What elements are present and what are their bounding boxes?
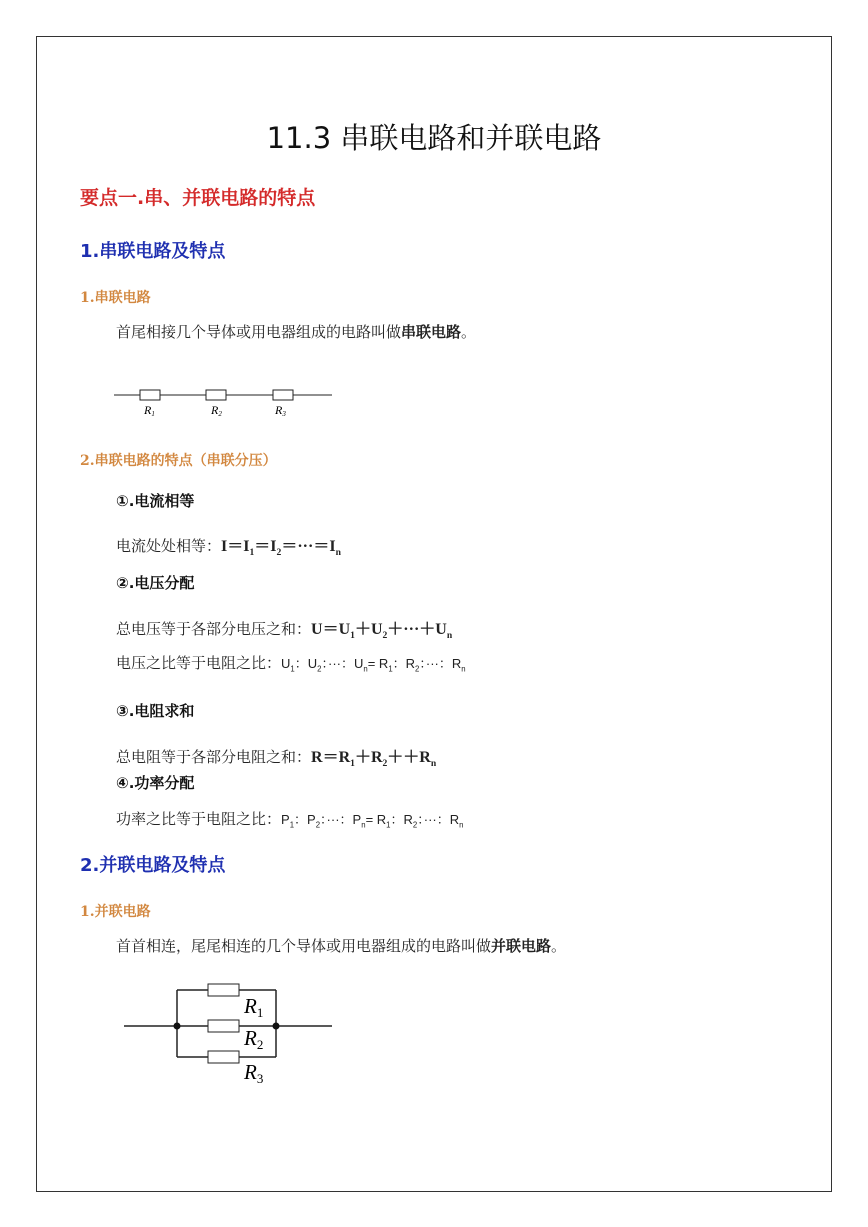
resistor-r2	[206, 390, 226, 400]
voltage-sum-formula: $U=U_1+U_2+\cdot\cdot\cdot+U_n$	[311, 621, 453, 642]
parallel-definition: 首首相连，尾尾相连的几个导体或用电器组成的电路叫做并联电路。	[116, 937, 567, 955]
resistor-r3	[208, 1051, 239, 1063]
series-features-heading: 2.串联电路的特点（串联分压）	[80, 453, 277, 469]
resistor-r3	[273, 390, 293, 400]
series-definition-heading: 1.串联电路	[80, 290, 151, 306]
page-title: 11.3 串联电路和并联电路	[266, 121, 602, 155]
voltage-ratio-formula: $U_1$：$U_2$：···：$U_n= R_1$：$R_2$：···：$R_n$	[281, 656, 466, 674]
voltage-ratio-rule: 电压之比等于电阻之比：$U_1$：$U_2$：···：$U_n= R_1$：$R_2$：···：$R_n$	[116, 654, 466, 674]
resistor-r1	[208, 984, 239, 996]
label-r1: R1	[244, 994, 264, 1020]
current-rule: 电流处处相等：$I=I_1=I_2=\cdot\cdot\cdot=I_n$	[116, 537, 341, 559]
label-r2: R2	[211, 403, 222, 418]
power-ratio-formula: $P_1$：$P_2$：···：$P_n= R_1$：$R_2$：···：$R_n$	[281, 812, 464, 830]
series-heading: 1.串联电路及特点	[80, 241, 226, 262]
power-label: ④.功率分配	[116, 774, 195, 792]
resistance-rule: 总电阻等于各部分电阻之和：$R=R_1+R_2++R_n$	[116, 748, 437, 770]
resistance-formula: $R=R_1+R_2++R_n$	[311, 749, 437, 770]
voltage-sum-rule: 总电压等于各部分电压之和：$U=U_1+U_2+\cdot\cdot\cdot+U_n$	[116, 620, 453, 642]
parallel-definition-heading: 1.并联电路	[80, 904, 151, 920]
label-r3: R3	[275, 403, 286, 418]
junction-right	[273, 1023, 280, 1030]
series-circuit-diagram	[110, 383, 340, 423]
series-definition: 首尾相接几个导体或用电器组成的电路叫做串联电路。	[116, 323, 477, 341]
label-r2: R2	[244, 1026, 264, 1052]
resistance-label: ③.电阻求和	[116, 702, 195, 720]
parallel-heading: 2.并联电路及特点	[80, 855, 226, 876]
junction-left	[174, 1023, 181, 1030]
voltage-label: ②.电压分配	[116, 574, 195, 592]
current-formula: $I=I_1=I_2=\cdot\cdot\cdot=I_n$	[221, 538, 341, 559]
resistor-r2	[208, 1020, 239, 1032]
label-r3: R3	[244, 1060, 264, 1086]
current-label: ①.电流相等	[116, 492, 195, 510]
section-heading: 要点一.串、并联电路的特点	[80, 187, 316, 209]
label-r1: R1	[144, 403, 155, 418]
power-ratio-rule: 功率之比等于电阻之比：$P_1$：$P_2$：···：$P_n= R_1$：$R_2$：···：$R_n$	[116, 810, 464, 830]
resistor-r1	[140, 390, 160, 400]
parallel-circuit-diagram	[120, 975, 340, 1090]
